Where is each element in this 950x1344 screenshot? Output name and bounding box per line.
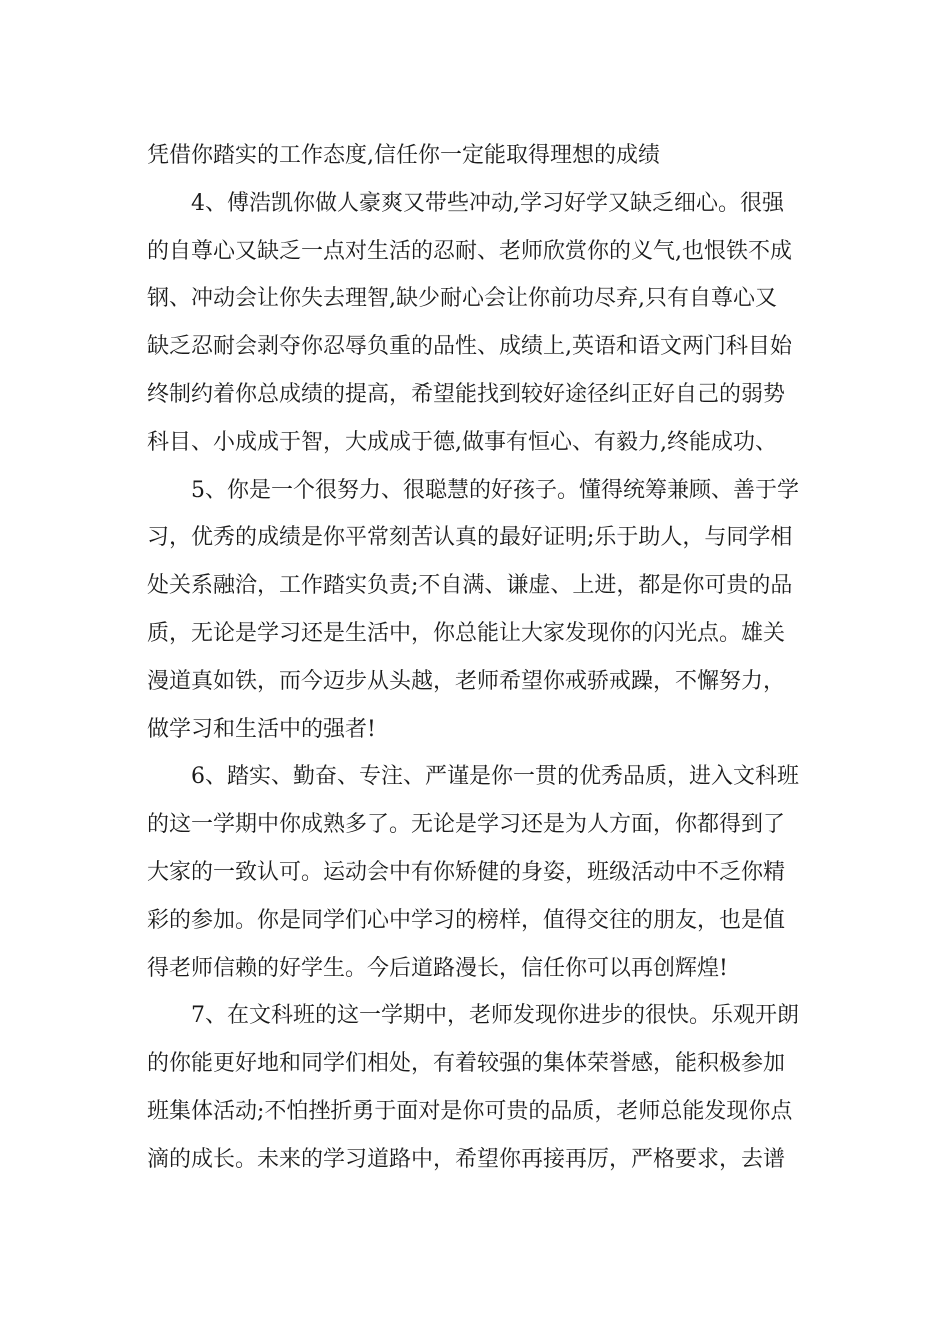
text-line: 科目、小成成于智，大成成于德,做事有恒心、有毅力,终能成功、 [147,429,777,455]
text-line: 漫道真如铁，而今迈步从头越，老师希望你戒骄戒躁，不懈努力， [147,668,786,694]
text-line: 做学习和生活中的强者! [147,716,376,742]
text-line: 质，无论是学习还是生活中，你总能让大家发现你的闪光点。雄关 [147,620,786,646]
text-line: 的自尊心又缺乏一点对生活的忍耐、老师欣赏你的义气,也恨铁不成 [147,238,792,264]
text-line: 凭借你踏实的工作态度,信任你一定能取得理想的成绩 [147,143,660,168]
text-line: 的这一学期中你成熟多了。无论是学习还是为人方面，你都得到了 [147,812,786,838]
document-body-text [147,132,807,1184]
text-line: 缺乏忍耐会剥夺你忍辱负重的品性、成绩上,英语和语文两门科目始 [147,334,792,360]
text-line: 得老师信赖的好学生。今后道路漫长，信任你可以再创辉煌! [147,955,728,981]
text-line: 彩的参加。你是同学们心中学习的榜样，值得交往的朋友，也是值 [147,907,786,933]
text-line: 滴的成长。未来的学习道路中，希望你再接再厉，严格要求，去谱 [147,1146,786,1172]
text-line: 习，优秀的成绩是你平常刻苦认真的最好证明;乐于助人，与同学相 [147,525,793,551]
text-line: 钢、冲动会让你失去理智,缺少耐心会让你前功尽弃,只有自尊心又 [147,286,777,312]
text-line: 6、踏实、勤奋、专注、严谨是你一贯的优秀品质，进入文科班 [191,764,799,790]
text-line: 7、在文科班的这一学期中，老师发现你进步的很快。乐观开朗 [191,1003,799,1029]
text-line: 处关系融洽，工作踏实负责;不自满、谦虚、上进，都是你可贵的品 [147,573,793,599]
text-line: 的你能更好地和同学们相处，有着较强的集体荣誉感，能积极参加 [147,1051,786,1077]
text-line: 4、傅浩凯你做人豪爽又带些冲动,学习好学又缺乏细心。很强 [191,190,784,216]
text-line: 大家的一致认可。运动会中有你矫健的身姿，班级活动中不乏你精 [147,859,786,885]
text-line: 班集体活动;不怕挫折勇于面对是你可贵的品质，老师总能发现你点 [147,1098,793,1124]
text-line: 终制约着你总成绩的提高，希望能找到较好途径纠正好自己的弱势 [147,381,786,407]
text-line: 5、你是一个很努力、很聪慧的好孩子。懂得统筹兼顾、善于学 [191,477,799,503]
